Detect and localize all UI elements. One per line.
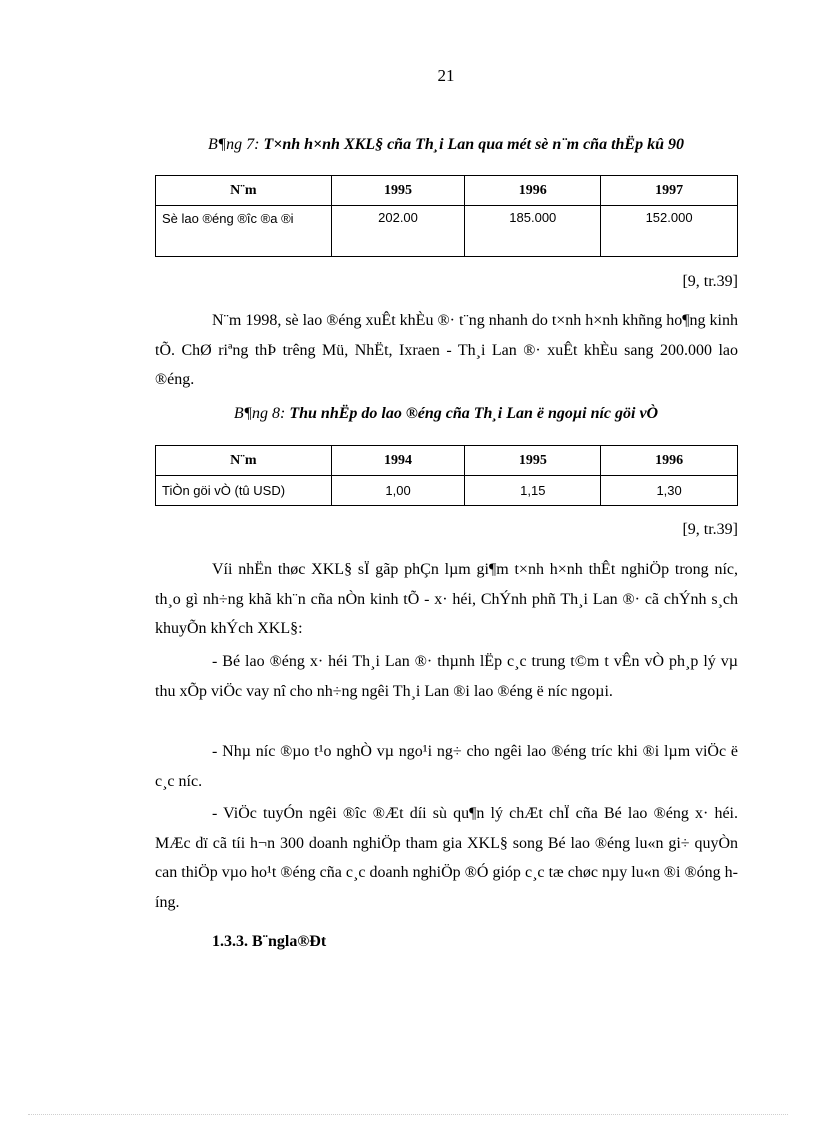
bullet-item: - ViÖc tuyÓn ngêi ®îc ®Æt díi sù qu¶n lý chÆt chÏ cña Bé lao ®éng x· héi. MÆc dï cã tíi h¬n 300 doanh nghiÖp tham gia XKL§ song Bé lao ®éng lu«n gi÷ quyÒn can thiÖp vµo ho¹t ®éng cña c¸c doanh nghiÖp ®Ó gióp c¸c tæ chøc nµy lu«n ®i ®óng híng. — [155, 805, 738, 911]
table-cell: 202.00 — [331, 206, 465, 257]
table-header-cell: 1995 — [331, 176, 465, 206]
table7-source: [9, tr.39] — [682, 273, 738, 290]
table8 — [155, 445, 738, 506]
table7-caption — [0, 136, 816, 154]
table-header-cell: 1997 — [601, 176, 738, 206]
table8-caption-title: Thu nhËp do lao ®éng cña Th¸i Lan ë ngoµi níc göi vÒ — [289, 405, 659, 422]
table-header-cell: 1994 — [331, 446, 465, 476]
table-row-label: TiÒn göi vÒ (tû USD) — [156, 476, 332, 506]
table-cell: 1,30 — [601, 476, 738, 506]
paragraph: N¨m 1998, sè lao ®éng xuÊt khÈu ®· t¨ng nhanh do t×nh h×nh khñng ho¶ng kinh tÕ. ChØ riªng thÞ trêng Mü, NhËt, Ixraen - Th¸i Lan ®· xuÊt khÈu sang 200.000 lao ®éng. — [155, 312, 738, 388]
table-row — [156, 206, 738, 257]
table-header-cell: 1996 — [601, 446, 738, 476]
table-cell: 1,00 — [331, 476, 465, 506]
table-row-label: Sè lao ®éng ®îc ®a ®i — [156, 206, 332, 257]
page-number: 21 — [437, 66, 455, 85]
table-header-cell: N¨m — [156, 446, 332, 476]
table-cell: 1,15 — [465, 476, 601, 506]
table8-caption — [0, 405, 816, 423]
table-header-cell: N¨m — [156, 176, 332, 206]
table-cell: 185.000 — [465, 206, 601, 257]
paragraph: Víi nhËn thøc XKL§ sÏ gãp phÇn lµm gi¶m t×nh h×nh thÊt nghiÖp trong níc, th¸o gì nh÷ng khã kh¨n cña nÒn kinh tÕ - x· héi, ChÝnh phñ Th¸i Lan ®· cã chÝnh s¸ch khuyÕn khÝch XKL§: — [155, 561, 738, 637]
table-header-row — [156, 176, 738, 206]
table-header-row — [156, 446, 738, 476]
table7-caption-lead: B¶ng 7: — [207, 136, 260, 153]
table-header-cell: 1996 — [465, 176, 601, 206]
page-bottom-rule — [28, 1114, 788, 1115]
table7 — [155, 175, 738, 257]
table-cell: 152.000 — [601, 206, 738, 257]
bullet-item: - Bé lao ®éng x· héi Th¸i Lan ®· thµnh lËp c¸c trung t©m t vÊn vÒ ph¸p lý vµ thu xÕp viÖc vay nî cho nh÷ng ngêi Th¸i Lan ®i lao ®éng ë níc ngoµi. — [155, 653, 738, 700]
table8-source: [9, tr.39] — [682, 521, 738, 538]
table-header-cell: 1995 — [465, 446, 601, 476]
bullet-item: - Nhµ níc ®µo t¹o nghÒ vµ ngo¹i ng÷ cho ngêi lao ®éng tríc khi ®i lµm viÖc ë c¸c níc. — [155, 743, 738, 790]
table7-caption-title: T×nh h×nh XKL§ cña Th¸i Lan qua mét sè n¨m cña thËp kû 90 — [263, 136, 684, 153]
section-heading: 1.3.3. B¨ngla®Ðt — [212, 933, 327, 950]
table8-caption-lead: B¶ng 8: — [233, 405, 286, 422]
table-row — [156, 476, 738, 506]
